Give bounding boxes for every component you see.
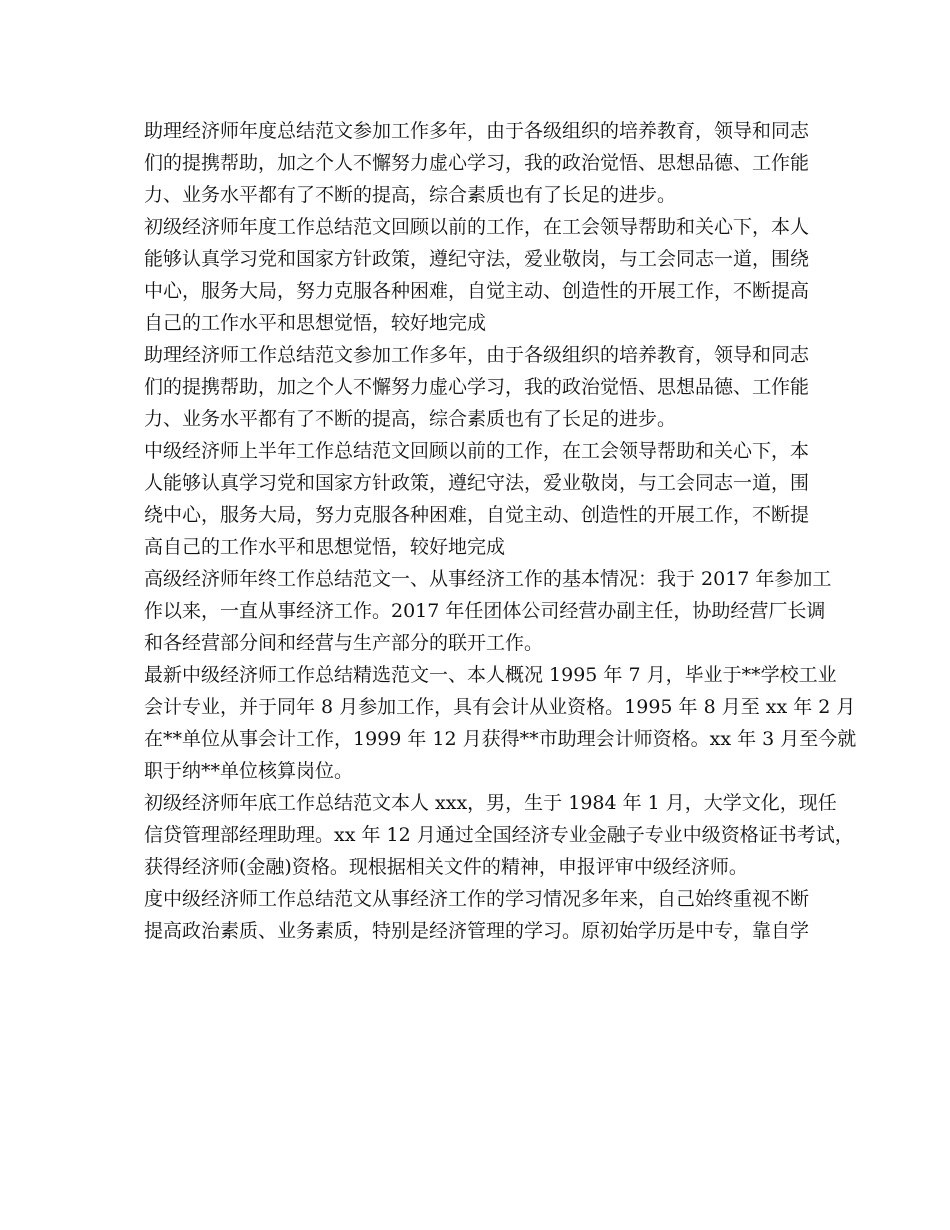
text-line: 提高政治素质、业务素质，特别是经济管理的学习。原初始学历是中专，靠自学 bbox=[144, 920, 810, 942]
text-line: 力、业务水平都有了不断的提高，综合素质也有了长足的进步。 bbox=[144, 184, 677, 206]
text-line: 能够认真学习党和国家方针政策，遵纪守法，爱业敬岗，与工会同志一道，围绕 bbox=[144, 248, 810, 270]
text-line: 高自己的工作水平和思想觉悟，较好地完成 bbox=[144, 536, 506, 558]
text-line: 获得经济师(金融)资格。现根据相关文件的精神，申报评审中级经济师。 bbox=[144, 856, 748, 878]
text-line: 会计专业，并于同年 8 月参加工作，具有会计从业资格。1995 年 8 月至 xx 年 2 月 bbox=[144, 696, 856, 718]
text-line: 绕中心，服务大局，努力克服各种困难，自觉主动、创造性的开展工作，不断提 bbox=[144, 504, 810, 526]
text-line: 最新中级经济师工作总结精选范文一、本人概况 1995 年 7 月，毕业于**学校工业 bbox=[144, 664, 837, 686]
text-line: 职于纳**单位核算岗位。 bbox=[144, 760, 354, 782]
text-line: 在**单位从事会计工作，1999 年 12 月获得**市助理会计师资格。xx 年 3 月至今就 bbox=[144, 728, 857, 750]
text-line: 信贷管理部经理助理。xx 年 12 月通过全国经济专业金融子专业中级资格证书考试， bbox=[144, 824, 854, 846]
text-line: 自己的工作水平和思想觉悟，较好地完成 bbox=[144, 312, 487, 334]
document-body bbox=[144, 115, 857, 947]
text-line: 作以来，一直从事经济工作。2017 年任团体公司经营办副主任，协助经营厂长调 bbox=[144, 600, 826, 622]
text-line: 高级经济师年终工作总结范文一、从事经济工作的基本情况：我于 2017 年参加工 bbox=[144, 568, 832, 590]
text-line: 和各经营部分间和经营与生产部分的联开工作。 bbox=[144, 632, 544, 654]
text-line: 们的提携帮助，加之个人不懈努力虚心学习，我的政治觉悟、思想品德、工作能 bbox=[144, 376, 810, 398]
text-line: 中心，服务大局，努力克服各种困难，自觉主动、创造性的开展工作，不断提高 bbox=[144, 280, 810, 302]
text-line: 们的提携帮助，加之个人不懈努力虚心学习，我的政治觉悟、思想品德、工作能 bbox=[144, 152, 810, 174]
text-line: 力、业务水平都有了不断的提高，综合素质也有了长足的进步。 bbox=[144, 408, 677, 430]
text-line: 人能够认真学习党和国家方针政策，遵纪守法，爱业敬岗，与工会同志一道，围 bbox=[144, 472, 810, 494]
text-line: 助理经济师工作总结范文参加工作多年，由于各级组织的培养教育，领导和同志 bbox=[144, 344, 810, 366]
text-line: 初级经济师年度工作总结范文回顾以前的工作，在工会领导帮助和关心下，本人 bbox=[144, 216, 810, 238]
text-line: 中级经济师上半年工作总结范文回顾以前的工作，在工会领导帮助和关心下，本 bbox=[144, 440, 810, 462]
text-line: 度中级经济师工作总结范文从事经济工作的学习情况多年来，自己始终重视不断 bbox=[144, 888, 810, 910]
text-line: 初级经济师年底工作总结范文本人 xxx，男，生于 1984 年 1 月，大学文化，现任 bbox=[144, 792, 837, 814]
text-line: 助理经济师年度总结范文参加工作多年，由于各级组织的培养教育，领导和同志 bbox=[144, 120, 810, 142]
